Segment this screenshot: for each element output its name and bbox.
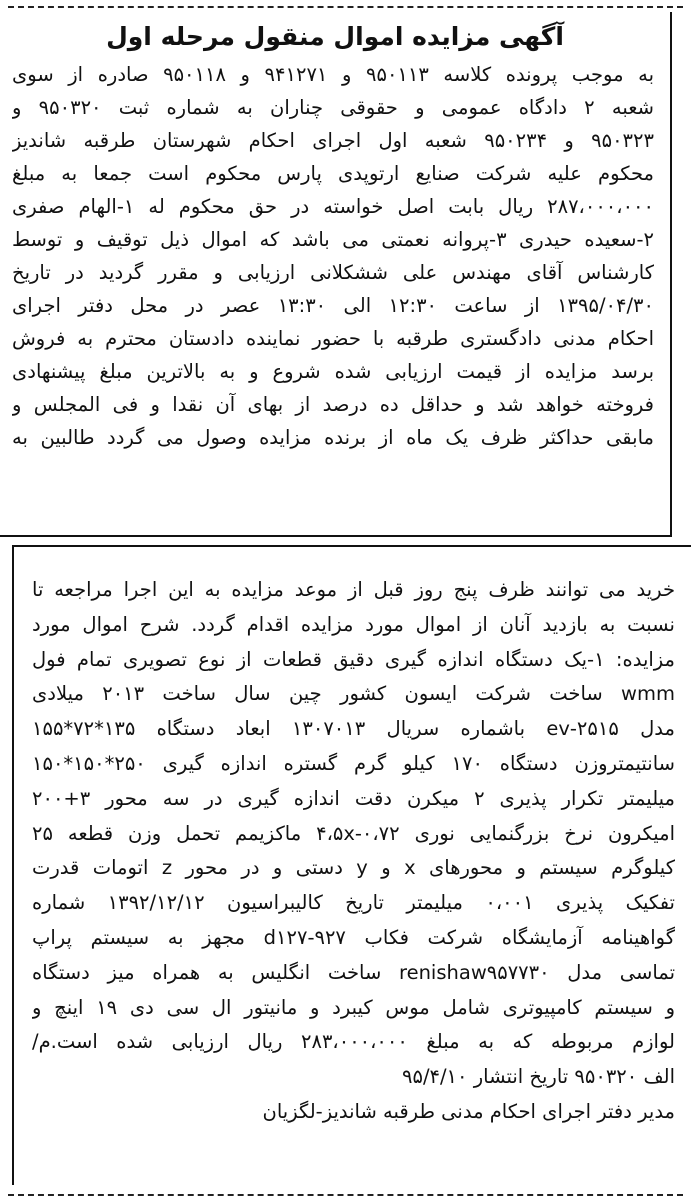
text-line: شعبه ۲ دادگاه عمومی و حقوقی چناران به شماره ثبت ۹۵۰۳۲۰ و <box>12 96 654 119</box>
text-line: ۹۵۰۳۲۳ و ۹۵۰۲۳۴ شعبه اول اجرای احکام شهرستان طرقبه شاندیز <box>12 129 654 152</box>
text-line: سانتیمتروزن دستگاه ۱۷۰ کیلو گرم گستره اندازه گیری ۲۵۰*۱۵۰*۱۵۰ <box>32 751 675 775</box>
text-line: کارشناس آقای مهندس علی ششکلانی ارزیابی و مقرر گردید در تاریخ <box>12 261 654 284</box>
text-line: ۲-سعیده حیدری ۳-پروانه نعمتی می باشد که اموال ذیل توقیف و توسط <box>12 228 654 251</box>
notice-column-one <box>0 12 672 537</box>
notice-body-part-one <box>12 58 654 454</box>
text-line: احکام مدنی دادگستری طرقبه با حضور نماینده دادستان محترم به فروش <box>12 327 654 350</box>
text-line: تفکیک پذیری ۰،۰۰۱ میلیمتر تاریخ کالیبراسیون ۱۳۹۲/۱۲/۱۲ شماره <box>32 891 675 915</box>
text-line: wmm ساخت شرکت ایسون کشور چین سال ساخت ۲۰۱۳ میلادی <box>32 682 675 706</box>
text-line: مدل ۲۵۱۵-ev باشماره سریال ۱۳۰۷۰۱۳ ابعاد دستگاه ۱۳۵*۷۲*۱۵۵ <box>32 717 675 741</box>
text-line: لوازم مربوطه که به مبلغ ۲۸۳،۰۰۰،۰۰۰ ریال ارزیابی شده است.م/ <box>32 1030 675 1054</box>
text-line: نسبت به بازدید آنان از اموال مورد مزایده اقدام گردد. شرح اموال مورد <box>32 612 675 636</box>
text-line: تماسی مدل renishaw۹۵۷۷۳۰ ساخت انگلیس به همراه میز دستگاه <box>32 960 675 984</box>
text-line: و سیستم کامپیوتری شامل موس کیبرد و مانیتور ال سی دی ۱۹ اینچ و <box>32 995 675 1019</box>
top-dashed-border <box>8 6 683 8</box>
text-line: گواهینامه آزمایشگاه شرکت فکاب d۱۲۷-۹۲۷ مجهز به سیستم پراپ <box>32 925 675 949</box>
text-line: الف ۹۵۰۳۲۰ تاریخ انتشار ۹۵/۴/۱۰ <box>402 1065 675 1089</box>
text-line: مزایده: ۱-یک دستگاه اندازه گیری دقیق قطعات از نوع تصویری تمام فول <box>32 647 675 671</box>
text-line: خرید می توانند ظرف پنج روز قبل از موعد مزایده به این اجرا مراجعه تا <box>32 578 675 601</box>
text-line: به موجب پرونده کلاسه ۹۵۰۱۱۳ و ۹۴۱۲۷۱ و ۹۵۰۱۱۸ صادره از سوی <box>12 63 654 86</box>
signature-line: مدیر دفتر اجرای احکام مدنی طرقبه شاندیز-لگزیان <box>262 1099 675 1123</box>
text-line: میلیمتر تکرار پذیری ۲ میکرن دقت اندازه گیری در سه محور ۳+۲۰۰ <box>32 786 675 810</box>
text-line: امیکرون نرخ بزرگنمایی نوری ۴،۵x-۰،۷۲ ماکزیمم تحمل وزن قطعه ۲۵ <box>32 821 675 845</box>
text-line: مابقی حداکثر ظرف یک ماه از برنده مزایده وصول می گردد طالبین به <box>12 426 654 449</box>
notice-title: آگهی مزایده اموال منقول مرحله اول <box>106 22 564 51</box>
text-line: ۲۸۷،۰۰۰،۰۰۰ ریال بابت اصل خواسته در حق محکوم له ۱-الهام صفری <box>12 195 654 218</box>
bottom-dashed-border <box>8 1194 683 1196</box>
text-line: کیلوگرم سیستم و محورهای x و y دستی و در محور z اتومات قدرت <box>32 856 675 880</box>
notice-body-part-two <box>32 573 675 1130</box>
text-line: محکوم علیه شرکت صنایع ارتوپدی پارس محکوم است جمعا به مبلغ <box>12 162 654 185</box>
notice-column-two <box>12 545 691 1185</box>
text-line: ۱۳۹۵/۰۴/۳۰ از ساعت ۱۲:۳۰ الی ۱۳:۳۰ عصر در محل دفتر اجرای <box>12 294 654 317</box>
text-line: برسد مزایده از قیمت ارزیابی شده شروع و به بالاترین مبلغ پیشنهادی <box>12 360 654 383</box>
text-line: فروخته خواهد شد و حداقل ده درصد از بهای آن نقدا و فی المجلس و <box>12 393 654 416</box>
